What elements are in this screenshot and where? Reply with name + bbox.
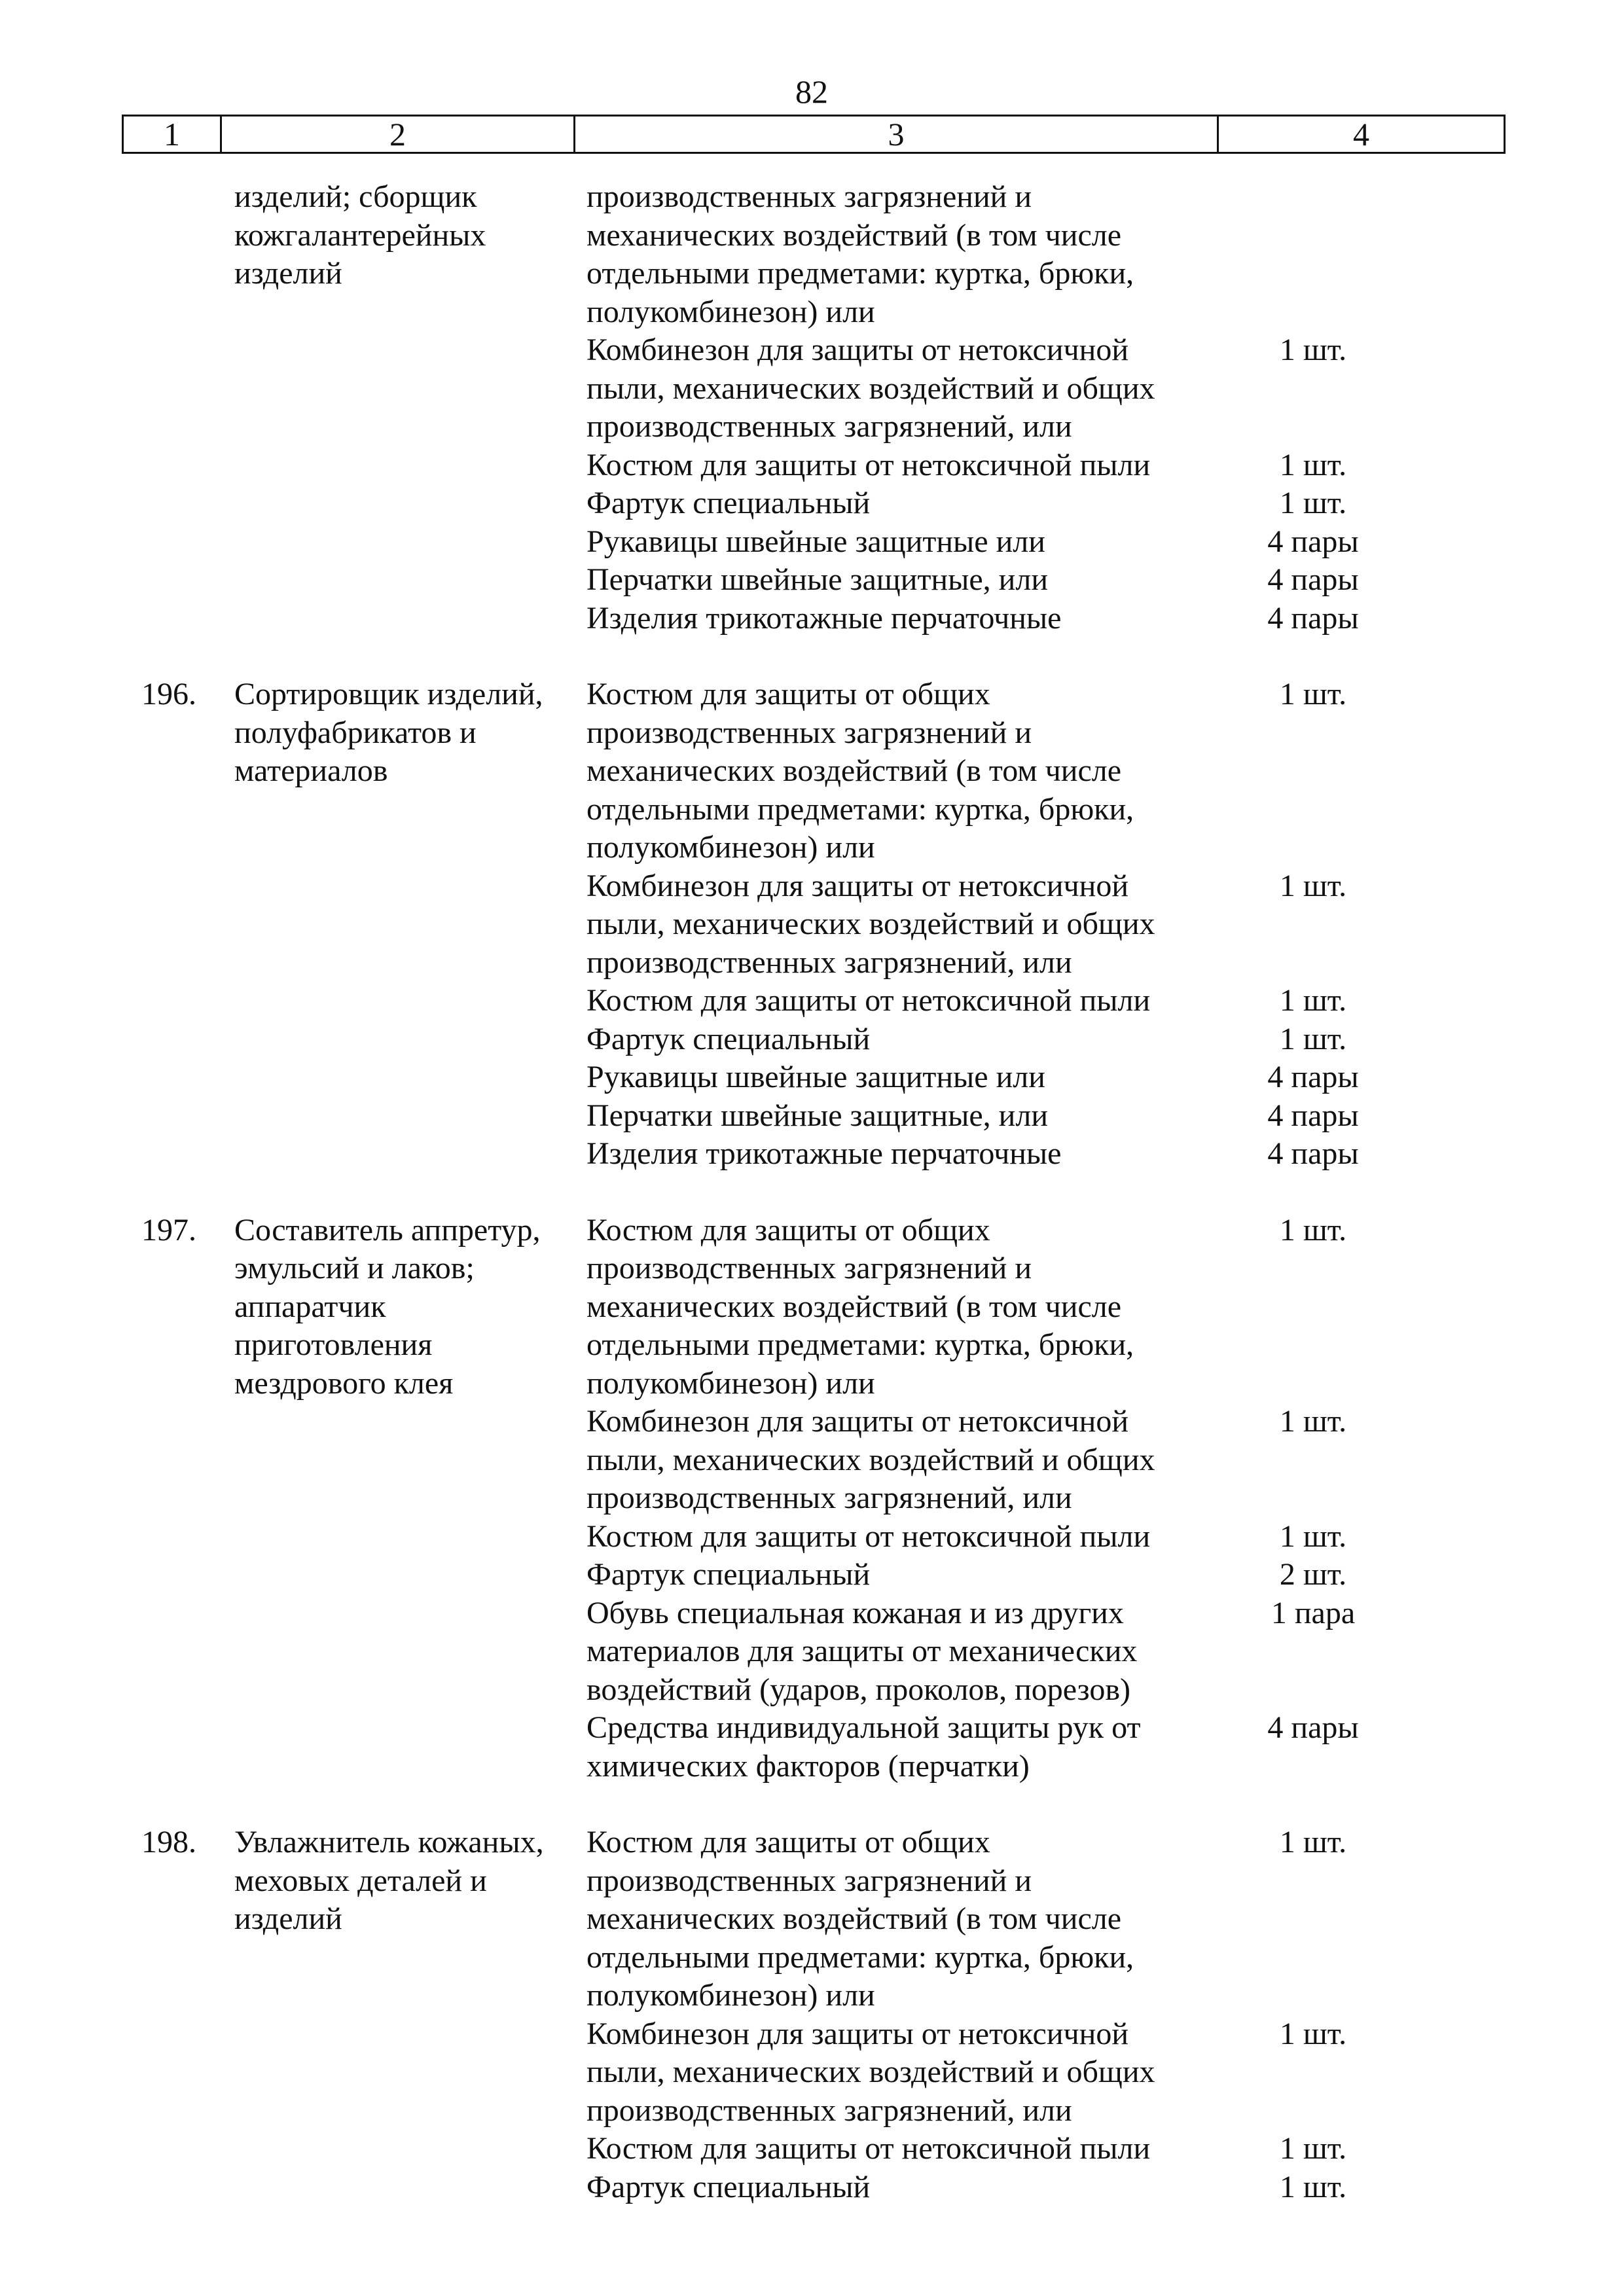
table-body [0,178,1624,2244]
ppe-item-qty: 1 шт. [1279,2169,1347,2204]
ppe-list [586,675,1523,1174]
ppe-item [586,178,1523,331]
ppe-list [586,1211,1523,1786]
profession-name: Составитель аппретур, эмульсий и лаков; аппаратчик приготовления мездрового клея [234,1212,541,1401]
table-row [0,1823,1624,2206]
ppe-item-name: Фартук специальный [586,486,871,520]
ppe-item-name: Комбинезон для защиты от нетоксичной пыли, механических воздействий и общих производственных загрязнений, или [586,868,1155,980]
header-col-3: 3 [575,117,1219,152]
ppe-item-qty: 4 пары [1267,1098,1359,1133]
table-row [0,1211,1624,1786]
ppe-item-name: Рукавицы швейные защитные или [586,1060,1045,1094]
ppe-item-name: производственных загрязнений и механических воздействий (в том числе отдельными предметами: куртка, брюки, полукомбинезон) или [586,179,1134,329]
row-number: 198. [141,1825,196,1859]
ppe-item-name: Рукавицы швейные защитные или [586,524,1045,559]
ppe-item-qty: 1 шт. [1279,1021,1347,1056]
ppe-item-qty: 1 шт. [1279,677,1347,711]
ppe-item-qty: 4 пары [1267,600,1359,636]
table-header [122,115,1506,154]
ppe-item-qty: 1 шт. [1279,983,1347,1018]
ppe-item-qty: 1 пара [1271,1595,1356,1630]
ppe-item-qty: 4 пары [1267,1136,1359,1171]
ppe-item [586,523,1523,562]
ppe-item [586,982,1523,1020]
ppe-item [586,1823,1523,2015]
ppe-item-name: Изделия трикотажные перчаточные [586,1136,1062,1171]
ppe-item [586,561,1523,600]
ppe-item-name: Средства индивидуальной защиты рук от химических факторов (перчатки) [586,1710,1141,1784]
ppe-item-name: Комбинезон для защиты от нетоксичной пыли, механических воздействий и общих производственных загрязнений, или [586,332,1155,444]
header-col-1: 1 [124,117,222,152]
ppe-item-name: Костюм для защиты от нетоксичной пыли [586,983,1151,1018]
ppe-item [586,331,1523,446]
ppe-item-qty: 1 шт. [1279,332,1347,367]
ppe-item-name: Фартук специальный [586,1021,871,1056]
ppe-item-name: Фартук специальный [586,2169,871,2204]
ppe-item-qty: 4 пары [1267,1710,1359,1745]
header-col-4: 4 [1353,116,1369,152]
ppe-item-name: Комбинезон для защиты от нетоксичной пыли, механических воздействий и общих производственных загрязнений, или [586,2016,1155,2128]
ppe-item-qty: 1 шт. [1279,1825,1347,1859]
ppe-item-qty: 1 шт. [1279,1212,1347,1247]
ppe-item-name: Костюм для защиты от общих производственных загрязнений и механических воздействий (в том числе отдельными предметами: куртка, брюки, полукомбинезон) или [586,677,1134,865]
ppe-list [586,178,1523,637]
profession-name: Сортировщик изделий, полуфабрикатов и материалов [234,677,543,788]
ppe-item-qty: 1 шт. [1279,486,1347,520]
table-row [0,675,1624,1174]
ppe-item-name: Обувь специальная кожаная и из других материалов для защиты от механических воздействий (ударов, проколов, порезов) [586,1595,1138,1707]
ppe-item [586,1403,1523,1518]
ppe-item-name: Перчатки швейные защитные, или [586,1098,1048,1133]
ppe-item-name: Перчатки швейные защитные, или [586,562,1048,597]
ppe-item-qty: 2 шт. [1279,1557,1347,1592]
ppe-item-qty: 4 пары [1267,1060,1359,1094]
page-number: 82 [795,73,828,110]
ppe-item-name: Изделия трикотажные перчаточные [586,600,1062,636]
ppe-item-name: Костюм для защиты от общих производственных загрязнений и механических воздействий (в том числе отдельными предметами: куртка, брюки, полукомбинезон) или [586,1825,1134,2013]
ppe-item-name: Костюм для защиты от нетоксичной пыли [586,2131,1151,2166]
ppe-item [586,2168,1523,2207]
ppe-item [586,675,1523,867]
ppe-item [586,1135,1523,1174]
profession-name: изделий; сборщик кожгалантерейных изделий [234,179,486,291]
ppe-item [586,484,1523,523]
ppe-item-qty: 1 шт. [1279,2016,1347,2051]
ppe-item [586,1097,1523,1136]
ppe-item [586,2130,1523,2168]
ppe-item [586,1556,1523,1594]
ppe-item-qty: 1 шт. [1279,1518,1347,1554]
table-row [0,178,1624,637]
ppe-item-name: Костюм для защиты от нетоксичной пыли [586,1518,1151,1554]
ppe-item-qty: 1 шт. [1279,868,1347,903]
ppe-item-qty: 1 шт. [1279,2131,1347,2166]
profession-name: Увлажнитель кожаных, меховых деталей и изделий [234,1825,544,1936]
header-col-2: 2 [222,117,575,152]
ppe-item-name: Костюм для защиты от нетоксичной пыли [586,447,1151,482]
ppe-item-name: Комбинезон для защиты от нетоксичной пыли, механических воздействий и общих производственных загрязнений, или [586,1404,1155,1515]
ppe-item [586,867,1523,982]
ppe-item-qty: 4 пары [1267,524,1359,559]
ppe-item [586,1211,1523,1403]
ppe-item-name: Фартук специальный [586,1557,871,1592]
ppe-item-qty: 4 пары [1267,562,1359,597]
row-number: 197. [141,1212,196,1247]
row-number: 196. [141,677,196,711]
ppe-item-qty [1208,178,1418,331]
ppe-item-qty: 1 шт. [1279,1404,1347,1439]
ppe-item-qty: 1 шт. [1279,447,1347,482]
ppe-item [586,1594,1523,1710]
ppe-item [586,1020,1523,1059]
ppe-item-name: Костюм для защиты от общих производственных загрязнений и механических воздействий (в том числе отдельными предметами: куртка, брюки, полукомбинезон) или [586,1212,1134,1401]
ppe-list [586,1823,1523,2206]
ppe-item [586,600,1523,638]
ppe-item [586,1518,1523,1556]
ppe-item [586,2015,1523,2130]
ppe-item [586,1058,1523,1097]
ppe-item [586,1709,1523,1785]
ppe-item [586,446,1523,485]
